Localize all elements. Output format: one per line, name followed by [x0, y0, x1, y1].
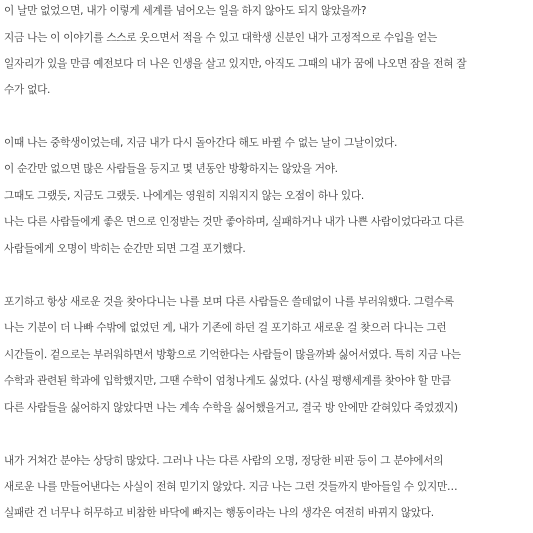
paragraph-1-line-3: 일자리가 있을 만큼 예전보다 더 나은 인생을 살고 있지만, 아직도 그때의 내가 꿈에 나오면 잠을 전혀 잘	[4, 58, 467, 70]
paragraph-2-line-1: 이때 나는 중학생이었는데, 지금 내가 다시 돌아간다 해도 바뀔 수 없는 날이 그날이었다.	[4, 137, 398, 149]
paragraph-4-line-2: 새로운 나를 만들어낸다는 사실이 전혀 믿기지 않았다. 지금 나는 그런 것들까지 받아들일 수 있지만…	[4, 481, 458, 493]
paragraph-2-line-5: 사람들에게 오명이 박히는 순간만 되면 그걸 포기했다.	[4, 243, 246, 255]
paragraph-4-line-1: 내가 거쳐간 분야는 상당히 많았다. 그러나 나는 다른 사람의 오명, 정당한 비판 등이 그 분야에서의	[4, 455, 444, 467]
paragraph-3-line-3: 시간들이. 겉으로는 부러워하면서 방황으로 기억한다는 사람들이 많을까봐 싫어서였다. 특히 지금 나는	[4, 349, 461, 361]
paragraph-2-line-2: 이 순간만 없으면 많은 사람들을 등지고 몇 년동안 방황하지는 않았을 거야.	[4, 163, 338, 175]
paragraph-1-line-4: 수가 없다.	[4, 84, 51, 96]
paragraph-1-line-2: 지금 나는 이 이야기를 스스로 웃으면서 적을 수 있고 대학생 신분인 내가 고정적으로 수입을 얻는	[4, 32, 437, 44]
paragraph-4-line-3: 실패란 건 너무나 허무하고 비참한 바닥에 빠지는 행동이라는 나의 생각은 여전히 바뀌지 않았다.	[4, 507, 434, 519]
paragraph-2-line-4: 나는 다른 사람들에게 좋은 면으로 인정받는 것만 좋아하며, 실패하거나 내가 나쁜 사람이었다라고 다른	[4, 216, 464, 228]
paragraph-3-line-2: 나는 기분이 더 나빠 수밖에 없었던 게, 내가 기존에 하던 걸 포기하고 새로운 걸 찾으러 다니는 그런	[4, 322, 447, 334]
paragraph-2-line-3: 그때도 그랬듯, 지금도 그랬듯. 나에게는 영원히 지워지지 않는 오점이 하나 있다.	[4, 190, 364, 202]
paragraph-3-line-5: 다른 사람들을 싫어하지 않았다면 나는 계속 수학을 싫어했을거고, 결국 방 안에만 갇혀있다 죽었겠지)	[4, 402, 458, 414]
paragraph-3-line-1: 포기하고 항상 새로운 것을 찾아다니는 나를 보며 다른 사람들은 쓸데없이 나를 부러워했다. 그럴수록	[4, 296, 454, 308]
paragraph-3-line-4: 수학과 관련된 학과에 입학했지만, 그땐 수학이 엄청나게도 싫었다. (사실 평행세계를 찾아야 할 만큼	[4, 375, 451, 387]
paragraph-1-line-1: 이 날만 없었으면, 내가 이렇게 세계를 넘어오는 일을 하지 않아도 되지 않았을까?	[4, 5, 367, 17]
